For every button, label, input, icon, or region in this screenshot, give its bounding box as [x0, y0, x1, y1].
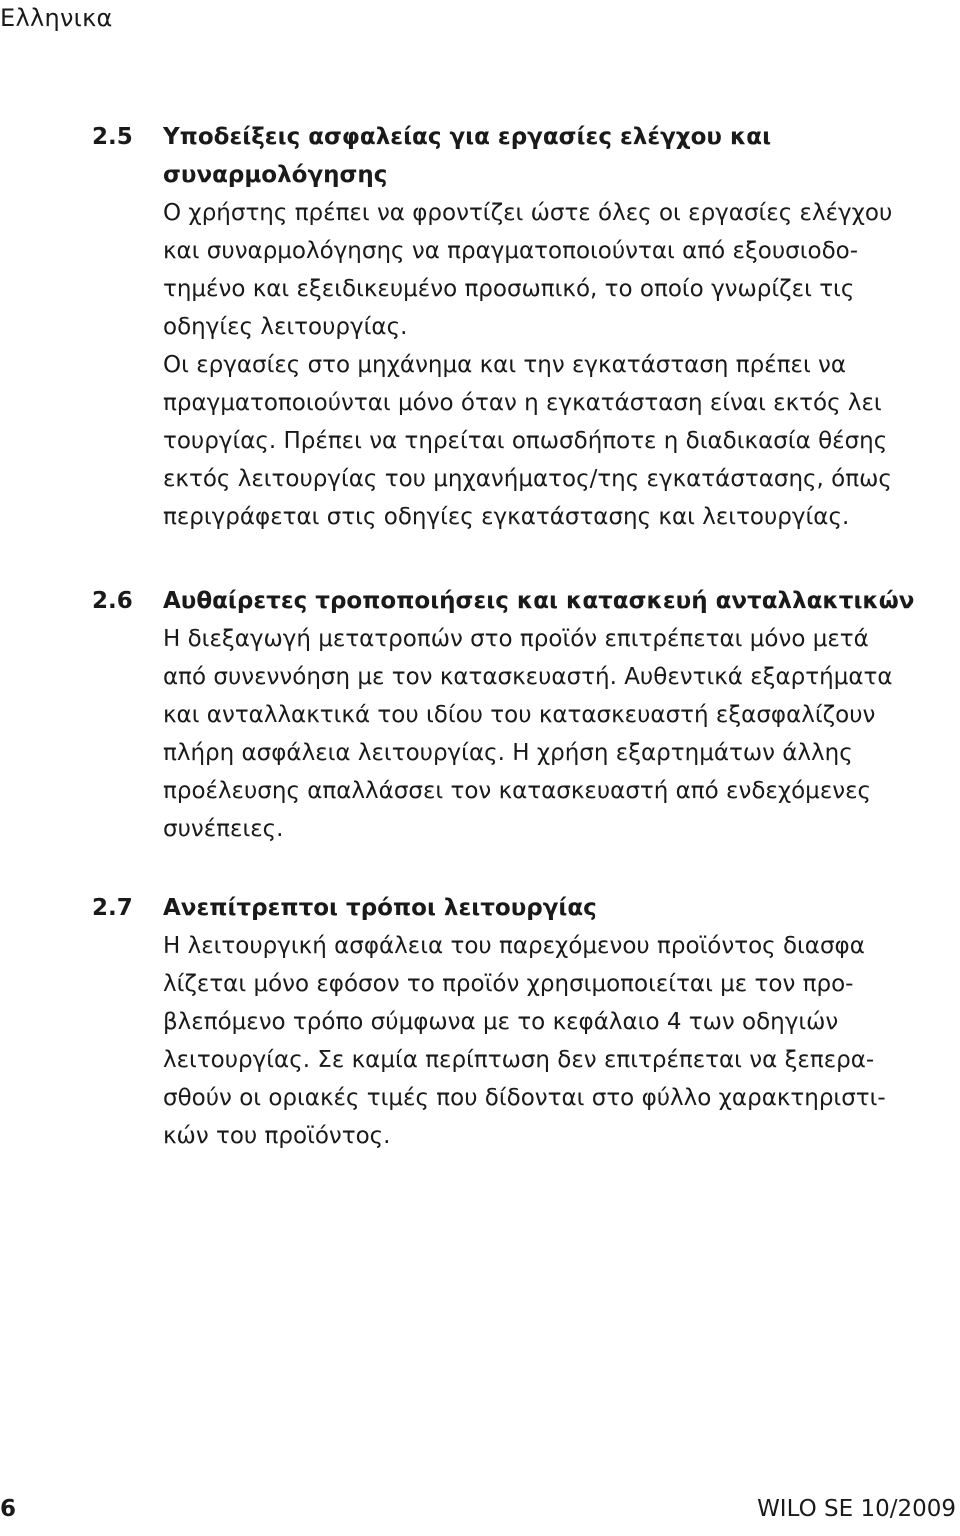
body-line: Η διεξαγωγή μετατροπών στο προϊόν επιτρέπεται μόνο μετά — [163, 626, 869, 652]
language-header: Ελληνικα — [0, 4, 113, 32]
section-number: 2.5 — [92, 124, 133, 150]
body-line: τουργίας. Πρέπει να τηρείται οπωσδήποτε η διαδικασία θέσης — [163, 428, 888, 454]
body-line: και συναρμολόγησης να πραγματοποιούνται από εξουσιοδο- — [163, 238, 859, 264]
section-number: 2.6 — [92, 588, 133, 614]
section-title-line: Υποδείξεις ασφαλείας για εργασίες ελέγχου και — [163, 124, 772, 150]
body-line: συνέπειες. — [163, 816, 284, 842]
section-title-line: Αυθαίρετες τροποποιήσεις και κατασκευή ανταλλακτικών — [163, 588, 915, 614]
body-line: λίζεται μόνο εφόσον το προϊόν χρησιμοποιείται με τον προ- — [163, 971, 854, 997]
body-line: οδηγίες λειτουργίας. — [163, 314, 408, 340]
body-line: Οι εργασίες στο μηχάνημα και την εγκατάσταση πρέπει να — [163, 352, 847, 378]
body-line: περιγράφεται στις οδηγίες εγκατάστασης και λειτουργίας. — [163, 504, 850, 530]
section-title-line: Ανεπίτρεπτοι τρόποι λειτουργίας — [163, 895, 597, 921]
body-line: πραγματοποιούνται μόνο όταν η εγκατάσταση είναι εκτός λει — [163, 390, 882, 416]
body-line: εκτός λειτουργίας του μηχανήματος/της εγκατάστασης, όπως — [163, 466, 892, 492]
body-line: κών του προϊόντος. — [163, 1123, 391, 1149]
body-line: λειτουργίας. Σε καμία περίπτωση δεν επιτρέπεται να ξεπερα- — [163, 1047, 875, 1073]
body-line: βλεπόμενο τρόπο σύμφωνα με το κεφάλαιο 4 των οδηγιών — [163, 1009, 839, 1035]
section-number: 2.7 — [92, 895, 133, 921]
body-line: πλήρη ασφάλεια λειτουργίας. Η χρήση εξαρτημάτων άλλης — [163, 740, 853, 766]
section-title-line: συναρμολόγησης — [163, 162, 388, 188]
body-line: και ανταλλακτικά του ιδίου του κατασκευαστή εξασφαλίζουν — [163, 702, 876, 728]
body-line: από συνεννόηση με τον κατασκευαστή. Αυθεντικά εξαρτήματα — [163, 664, 893, 690]
page-number: 6 — [0, 1496, 17, 1522]
body-line: τημένο και εξειδικευμένο προσωπικό, το οποίο γνωρίζει τις — [163, 276, 855, 302]
body-line: Ο χρήστης πρέπει να φροντίζει ώστε όλες οι εργασίες ελέγχου — [163, 200, 893, 226]
publisher-date: WILO SE 10/2009 — [757, 1496, 956, 1522]
body-line: σθούν οι οριακές τιμές που δίδονται στο φύλλο χαρακτηριστι- — [163, 1085, 886, 1111]
body-line: προέλευσης απαλλάσσει τον κατασκευαστή από ενδεχόμενες — [163, 778, 872, 804]
body-line: Η λειτουργική ασφάλεια του παρεχόμενου προϊόντος διασφα — [163, 933, 865, 959]
